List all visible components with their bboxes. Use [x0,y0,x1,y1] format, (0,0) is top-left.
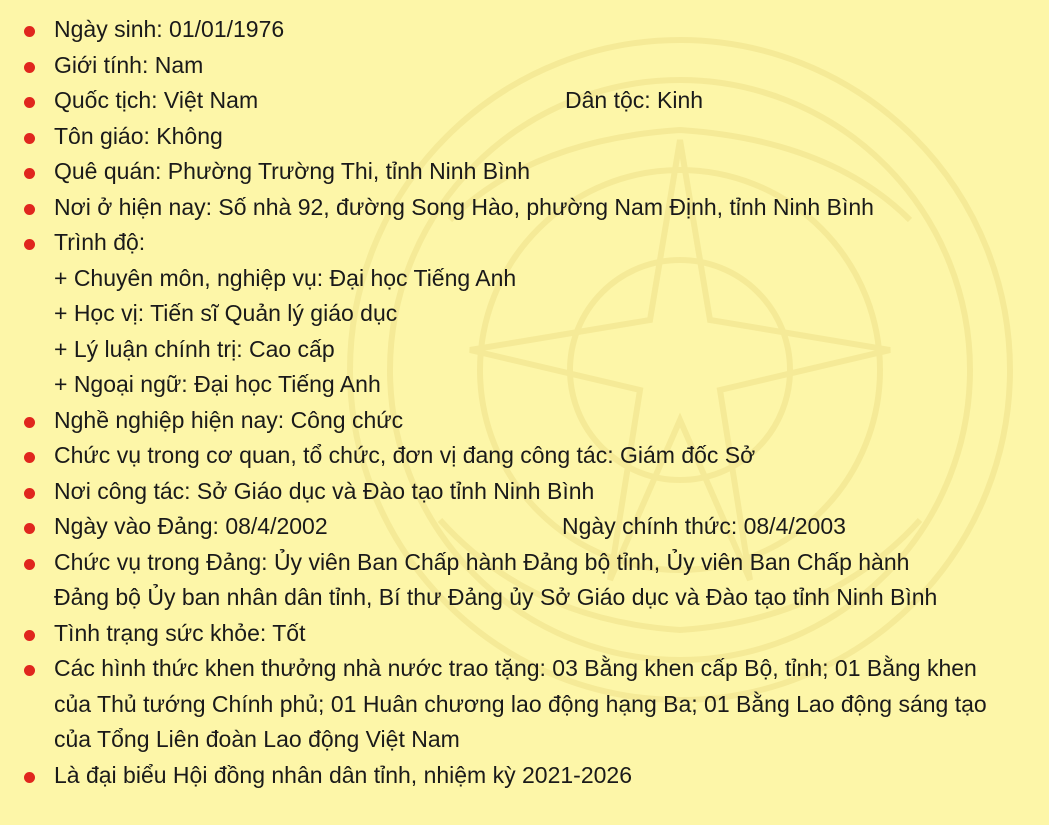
bullet-icon [24,204,35,215]
sub-item [0,261,1049,297]
list-item [0,616,1049,652]
item-text: của Thủ tướng Chính phủ; 01 Huân chương lao động hạng Ba; 01 Bằng Lao động sáng tạo [54,690,987,717]
continuation-line [0,580,1049,616]
list-item [0,225,1049,261]
list-item [0,438,1049,474]
item-text: Nơi ở hiện nay: Số nhà 92, đường Song Hào, phường Nam Định, tỉnh Ninh Bình [54,193,874,220]
item-text: + Học vị: Tiến sĩ Quản lý giáo dục [54,300,398,326]
item-text: Nghề nghiệp hiện nay: Công chức [54,406,404,433]
bullet-icon [24,239,35,250]
list-item [0,403,1049,439]
item-text: Tôn giáo: Không [54,122,223,149]
bullet-icon [24,452,35,463]
item-text: Các hình thức khen thưởng nhà nước trao tặng: 03 Bằng khen cấp Bộ, tỉnh; 01 Bằng khen [54,655,977,681]
item-text: Ngày sinh: 01/01/1976 [54,16,285,42]
list-item [0,154,1049,190]
bullet-icon [24,133,35,144]
item-text: Trình độ: [54,229,146,255]
list-item [0,12,1049,48]
bullet-icon [24,168,35,179]
list-item [0,83,1049,119]
item-text-secondary: Dân tộc: Kinh [565,87,704,113]
bullet-icon [24,772,35,783]
item-text: Quốc tịch: Việt Nam [54,87,259,113]
sub-item [0,332,1049,368]
profile-list [0,12,1049,793]
bullet-icon [24,630,35,641]
sub-item [0,367,1049,403]
item-text: Ngày vào Đảng: 08/4/2002 [54,513,328,539]
continuation-line [0,722,1049,758]
list-item [0,119,1049,155]
bullet-icon [24,523,35,534]
item-text: + Ngoại ngữ: Đại học Tiếng Anh [54,371,381,397]
continuation-line [0,687,1049,723]
bullet-icon [24,559,35,570]
item-text: của Tổng Liên đoàn Lao động Việt Nam [54,726,460,752]
list-item [0,758,1049,794]
item-text-secondary: Ngày chính thức: 08/4/2003 [562,513,846,539]
sub-item [0,296,1049,332]
item-text: Quê quán: Phường Trường Thi, tỉnh Ninh Bình [54,158,531,184]
item-text: Là đại biểu Hội đồng nhân dân tỉnh, nhiệm kỳ 2021-2026 [54,761,632,788]
list-item [0,545,1049,581]
list-item [0,474,1049,510]
bullet-icon [24,665,35,676]
list-item [0,651,1049,687]
item-text: Nơi công tác: Sở Giáo dục và Đào tạo tỉnh Ninh Bình [54,477,595,504]
list-item [0,509,1049,545]
bullet-icon [24,97,35,108]
item-text: Chức vụ trong Đảng: Ủy viên Ban Chấp hành Đảng bộ tỉnh, Ủy viên Ban Chấp hành [54,548,910,575]
bullet-icon [24,417,35,428]
item-text: Chức vụ trong cơ quan, tổ chức, đơn vị đang công tác: Giám đốc Sở [54,442,756,468]
bullet-icon [24,26,35,37]
bullet-icon [24,62,35,73]
item-text: + Lý luận chính trị: Cao cấp [54,335,335,362]
list-item [0,190,1049,226]
item-text: Đảng bộ Ủy ban nhân dân tỉnh, Bí thư Đảng ủy Sở Giáo dục và Đào tạo tỉnh Ninh Bình [54,584,938,610]
item-text: Tình trạng sức khỏe: Tốt [54,619,306,646]
item-text: + Chuyên môn, nghiệp vụ: Đại học Tiếng Anh [54,264,517,291]
bullet-icon [24,488,35,499]
list-item [0,48,1049,84]
item-text: Giới tính: Nam [54,51,204,78]
